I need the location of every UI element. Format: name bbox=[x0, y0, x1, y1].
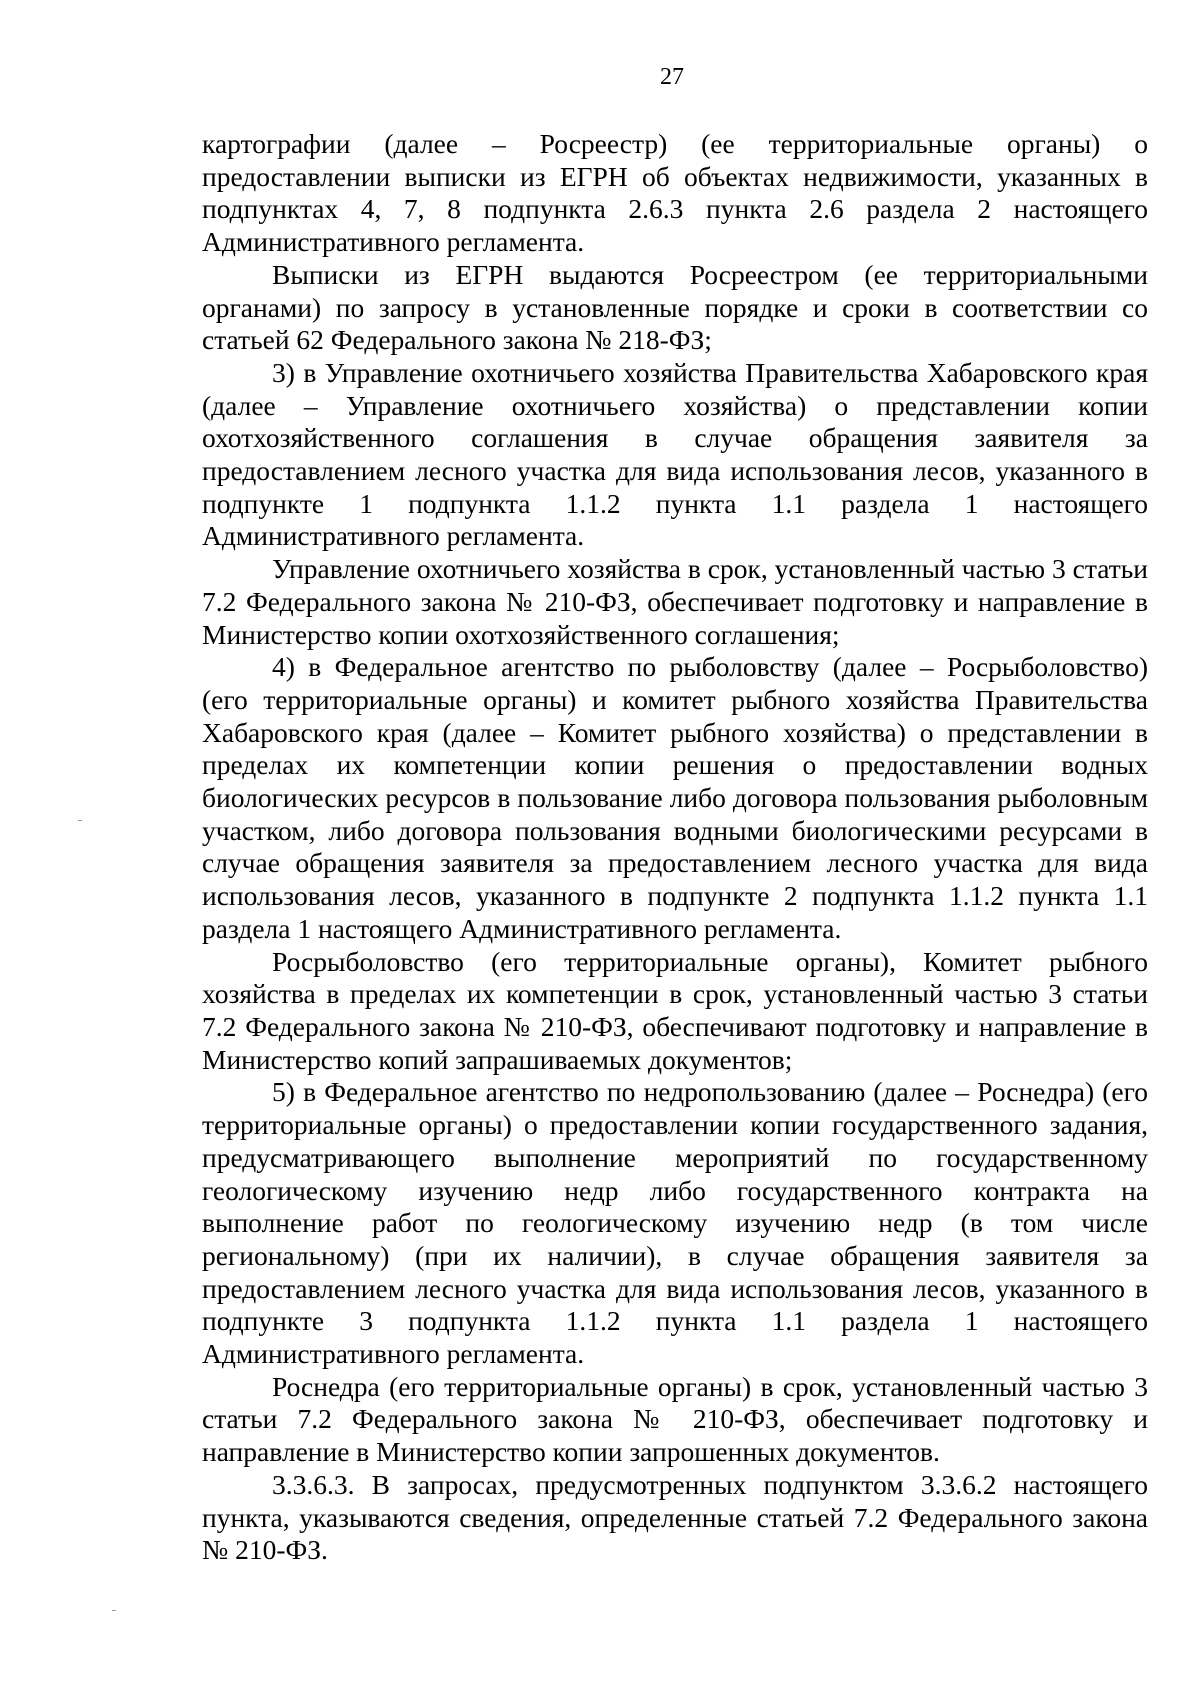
paragraph-hunting-department: 3) в Управление охотничьего хозяйства Правительства Хабаровского края (далее – Управление охотничьего хозяйства) о представлении копии охотхозяйственного соглашения в случае обращения заявителя за предоставлением лесного участка для вида использования лесов, указанного в подпункте 1 подпункта 1.1.2 пункта 1.1 раздела 1 настоящего Административного регламента. bbox=[202, 356, 1148, 552]
document-body bbox=[202, 128, 1148, 1567]
paragraph-hunting-deadline: Управление охотничьего хозяйства в срок, установленный частью 3 статьи 7.2 Федерального закона № 210-ФЗ, обеспечивает подготовку и направление в Министерство копии охотхозяйственного соглашения; bbox=[202, 553, 1148, 650]
paragraph-fishery-deadline: Росрыболовство (его территориальные органы), Комитет рыбного хозяйства в пределах их компетенции в срок, установленный частью 3 статьи 7.2 Федерального закона № 210-ФЗ, обеспечивают подготовку и направление в Министерство копий запрашиваемых документов; bbox=[202, 945, 1148, 1075]
scan-speck bbox=[78, 820, 82, 821]
paragraph-rosreestr-extract: картографии (далее – Росреестр) (ее территориальные органы) о предоставлении выписки из ЕГРН об объектах недвижимости, указанных в подпунктах 4, 7, 8 подпункта 2.6.3 пункта 2.6 раздела 2 настоящего Административного регламента. bbox=[202, 128, 1148, 258]
paragraph-requests-information: 3.3.6.3. В запросах, предусмотренных подпунктом 3.3.6.2 настоящего пункта, указываются сведения, определенные статьей 7.2 Федерального закона № 210-ФЗ. bbox=[202, 1468, 1148, 1566]
paragraph-subsoil-agency: 5) в Федеральное агентство по недропользованию (далее – Роснедра) (его территориальные органы) о предоставлении копии государственного задания, предусматривающего выполнение мероприятий по государственному геологическому изучению недр либо государственного контракта на выполнение работ по геологическому изучению недр (в том числе региональному) (при их наличии), в случае обращения заявителя за предоставлением лесного участка для вида использования лесов, указанного в подпункте 3 подпункта 1.1.2 пункта 1.1 раздела 1 настоящего Административного регламента. bbox=[202, 1076, 1148, 1370]
paragraph-egrn-extracts: Выписки из ЕГРН выдаются Росреестром (ее территориальными органами) по запросу в установленные порядке и сроки в соответствии со статьей 62 Федерального закона № 218-ФЗ; bbox=[202, 258, 1148, 356]
scan-speck bbox=[112, 1610, 116, 1611]
page-number: 27 bbox=[660, 64, 684, 90]
paragraph-fishery-agency: 4) в Федеральное агентство по рыболовству (далее – Росрыболовство) (его территориальные органы) и комитет рыбного хозяйства Правительства Хабаровского края (далее – Комитет рыбного хозяйства) о представлении в пределах их компетенции копии решения о предоставлении водных биологических ресурсов в пользование либо договора пользования рыболовным участком, либо договора пользования водными биологическими ресурсами в случае обращения заявителя за предоставлением лесного участка для вида использования лесов, указанного в подпункте 2 подпункта 1.1.2 пункта 1.1 раздела 1 настоящего Административного регламента. bbox=[202, 651, 1148, 944]
paragraph-subsoil-deadline: Роснедра (его территориальные органы) в срок, установленный частью 3 статьи 7.2 Федерального закона № 210-ФЗ, обеспечивает подготовку и направление в Министерство копии запрошенных документов. bbox=[202, 1370, 1148, 1468]
page-header bbox=[0, 0, 1200, 100]
